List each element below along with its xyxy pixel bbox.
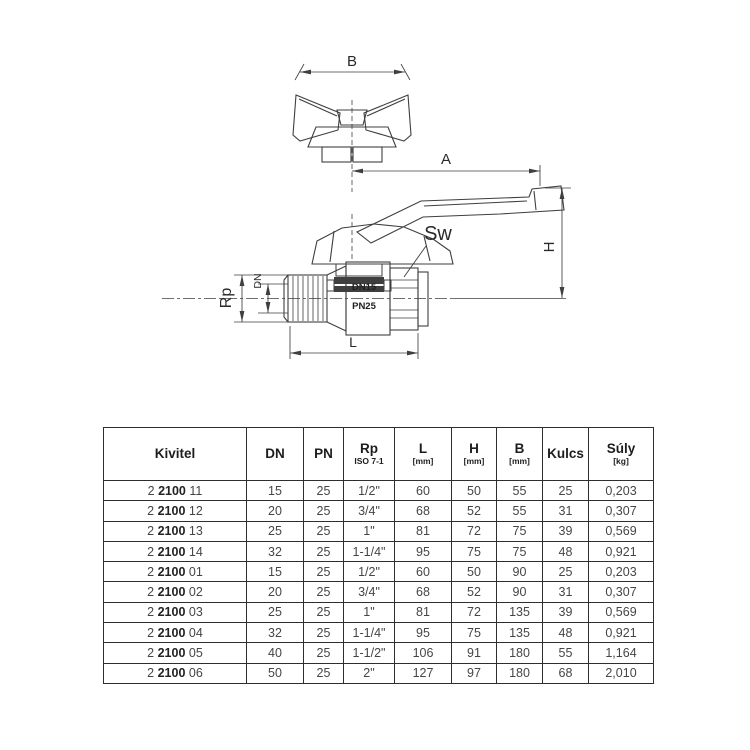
cell-l: 95 [395,541,452,561]
col-header-pn: PN [304,428,344,481]
table-row [104,481,654,501]
cell-l: 68 [395,582,452,602]
cell-pn: 25 [304,521,344,541]
cell-b: 135 [497,623,543,643]
cell-suly: 0,569 [589,521,654,541]
kivitel-series: 2100 [157,585,186,600]
cell-l: 81 [395,521,452,541]
cell-dn: 32 [247,541,304,561]
kivitel-prefix: 2 [147,544,155,559]
kivitel-suffix: 01 [188,564,203,579]
cell-rp: 1/2" [344,481,395,501]
table-row [104,623,654,643]
cell-kivitel [104,562,247,582]
cell-dn: 15 [247,481,304,501]
kivitel-suffix: 12 [188,503,203,518]
arrowhead-right [407,351,418,356]
col-header-rp [344,428,395,481]
dimension-h [541,188,571,298]
cell-dn: 25 [247,602,304,622]
cell-b: 55 [497,501,543,521]
cell-b: 90 [497,582,543,602]
arrowhead-bottom [266,302,271,313]
cell-b: 90 [497,562,543,582]
col-header-b-sub: [mm] [509,456,530,467]
dim-a-label: A [440,151,452,168]
kivitel-prefix: 2 [147,646,155,661]
table-row [104,663,654,683]
cell-suly: 0,921 [589,623,654,643]
cell-rp: 3/4" [344,582,395,602]
kivitel-suffix: 05 [188,646,203,661]
cell-kulcs: 68 [543,663,589,683]
col-header-kulcs: Kulcs [543,428,589,481]
col-header-suly-label: Súly [606,440,636,456]
cell-pn: 25 [304,481,344,501]
kivitel-prefix: 2 [147,585,155,600]
kivitel-suffix: 14 [188,544,203,559]
cell-l: 81 [395,602,452,622]
cell-rp: 3/4" [344,501,395,521]
cell-kivitel [104,481,247,501]
kivitel-suffix: 02 [188,585,203,600]
cell-h: 52 [452,501,497,521]
kivitel-series: 2100 [157,564,186,579]
cell-b: 75 [497,541,543,561]
col-header-l-sub: [mm] [412,456,434,467]
kivitel-prefix: 2 [147,625,155,640]
stem-ear-left [327,280,334,291]
col-header-kivitel: Kivitel [104,428,247,481]
table-row [104,602,654,622]
col-header-h-label: H [469,440,479,456]
table-header-row [104,428,654,481]
cell-pn: 25 [304,562,344,582]
cell-kulcs: 25 [543,481,589,501]
kivitel-suffix: 04 [188,625,203,640]
cell-rp: 1/2" [344,562,395,582]
cell-h: 75 [452,623,497,643]
cell-dn: 40 [247,643,304,663]
col-header-dn: DN [247,428,304,481]
cell-kivitel [104,623,247,643]
kivitel-prefix: 2 [147,564,155,579]
cell-l: 60 [395,562,452,582]
wing-tab-left [322,147,351,162]
dimension-l [290,326,418,359]
cell-dn: 32 [247,623,304,643]
cell-kulcs: 39 [543,521,589,541]
cell-kulcs: 48 [543,623,589,643]
kivitel-series: 2100 [158,483,186,498]
cell-kivitel [104,663,247,683]
cell-rp: 1" [344,521,395,541]
arrowhead-top [560,188,565,199]
cell-l: 68 [395,501,452,521]
cell-suly: 1,164 [589,643,654,663]
cell-suly: 0,203 [589,562,654,582]
cell-h: 50 [452,562,497,582]
lever-handle [357,186,564,243]
cell-suly: 0,569 [589,602,654,622]
dimension-a [352,151,540,186]
dim-l-label: L [349,334,357,350]
cell-kulcs: 31 [543,582,589,602]
callout-sw [404,223,452,277]
col-header-b-label: B [514,440,525,456]
wing-right-inner-line [367,99,405,116]
centerlines [162,100,566,299]
kivitel-series: 2100 [157,544,186,559]
table-row [104,521,654,541]
cell-rp: 1-1/4" [344,623,395,643]
cell-kivitel [104,602,247,622]
kivitel-suffix: 06 [188,666,203,681]
cell-rp: 2" [344,663,395,683]
arrowhead-top [266,284,271,295]
dim-dn-label: DN [252,273,264,289]
cell-kulcs: 25 [543,562,589,582]
dim-rp-label: Rp [218,287,235,309]
kivitel-series: 2100 [157,605,186,620]
table-row [104,501,654,521]
cell-dn: 25 [247,521,304,541]
wing-left-inner-line [299,99,337,116]
table-row [104,541,654,561]
hex-nut [390,268,418,330]
lever-outline [357,186,564,243]
cell-pn: 25 [304,643,344,663]
table-row [104,643,654,663]
arrowhead-left [290,351,301,356]
cell-pn: 25 [304,663,344,683]
cell-b: 55 [497,481,543,501]
cell-suly: 0,307 [589,501,654,521]
arrowhead-left [352,169,363,174]
cell-l: 60 [395,481,452,501]
cell-rp: 1-1/2" [344,643,395,663]
arrowhead-left [300,70,311,75]
dimension-dn [252,273,288,313]
cell-suly: 2,010 [589,663,654,683]
kivitel-series: 2100 [157,666,186,681]
col-header-rp-sub: ISO 7-1 [354,456,384,467]
dim-b-label: B [346,53,358,70]
cell-h: 75 [452,541,497,561]
kivitel-suffix: 13 [188,524,203,539]
cell-pn: 25 [304,501,344,521]
cell-kivitel [104,643,247,663]
col-header-l-label: L [418,440,428,456]
cell-pn: 25 [304,602,344,622]
cell-pn: 25 [304,623,344,643]
cell-rp: 1-1/4" [344,541,395,561]
wing-left [293,95,340,141]
col-header-suly [589,428,654,481]
col-header-l [395,428,452,481]
arrowhead-bottom [240,311,245,322]
arrowhead-right [394,70,405,75]
cell-l: 95 [395,623,452,643]
dim-h-label: H [541,241,558,253]
stem-upper [336,264,382,276]
cell-l: 106 [395,643,452,663]
kivitel-series: 2100 [157,646,186,661]
cell-h: 50 [452,481,497,501]
cell-b: 180 [497,663,543,683]
arrowhead-top [240,275,245,286]
cell-rp: 1" [344,602,395,622]
kivitel-prefix: 2 [147,605,155,620]
col-header-rp-label: Rp [360,440,378,456]
kivitel-series: 2100 [157,524,186,539]
cell-suly: 0,203 [589,481,654,501]
dimension-table [103,427,654,684]
lever-grip-line [534,191,536,210]
cell-kulcs: 48 [543,541,589,561]
kivitel-suffix: 03 [188,605,203,620]
cell-kivitel [104,541,247,561]
wing-right [364,95,411,141]
cell-h: 52 [452,582,497,602]
hex-facets [390,280,418,318]
cell-dn: 20 [247,582,304,602]
cell-h: 97 [452,663,497,683]
cell-kivitel [104,582,247,602]
kivitel-suffix: 11 [189,483,203,498]
cell-b: 75 [497,521,543,541]
cell-dn: 15 [247,562,304,582]
cell-h: 91 [452,643,497,663]
cell-dn: 50 [247,663,304,683]
cell-h: 72 [452,602,497,622]
col-header-suly-sub: [kg] [613,456,629,467]
cell-kulcs: 31 [543,501,589,521]
body-marking-dn: DN15 [351,282,377,293]
dimension-b [295,53,410,80]
cell-b: 180 [497,643,543,663]
cell-dn: 20 [247,501,304,521]
table-row [104,562,654,582]
arrowhead-right [529,169,540,174]
kivitel-prefix: 2 [147,503,155,518]
wing-tab-right [353,147,382,162]
col-header-h-sub: [mm] [463,456,485,467]
col-header-b [497,428,543,481]
kivitel-prefix: 2 [147,666,155,681]
female-end-ring [418,272,428,326]
cell-kivitel [104,521,247,541]
lever-inner-line [424,201,527,206]
cell-suly: 0,921 [589,541,654,561]
kivitel-prefix: 2 [147,524,155,539]
kivitel-series: 2100 [157,503,186,518]
cell-suly: 0,307 [589,582,654,602]
kivitel-prefix: 2 [147,483,155,498]
dome-facet-left [330,231,334,262]
arrowhead-bottom [560,287,565,298]
cell-kulcs: 39 [543,602,589,622]
kivitel-series: 2100 [157,625,186,640]
cell-pn: 25 [304,582,344,602]
body-marking-pn: PN25 [352,301,376,312]
cell-b: 135 [497,602,543,622]
cell-kivitel [104,501,247,521]
cell-pn: 25 [304,541,344,561]
cell-kulcs: 55 [543,643,589,663]
col-header-h [452,428,497,481]
cell-l: 127 [395,663,452,683]
table-row [104,582,654,602]
cell-h: 72 [452,521,497,541]
dim-sw-label: Sw [424,223,452,245]
